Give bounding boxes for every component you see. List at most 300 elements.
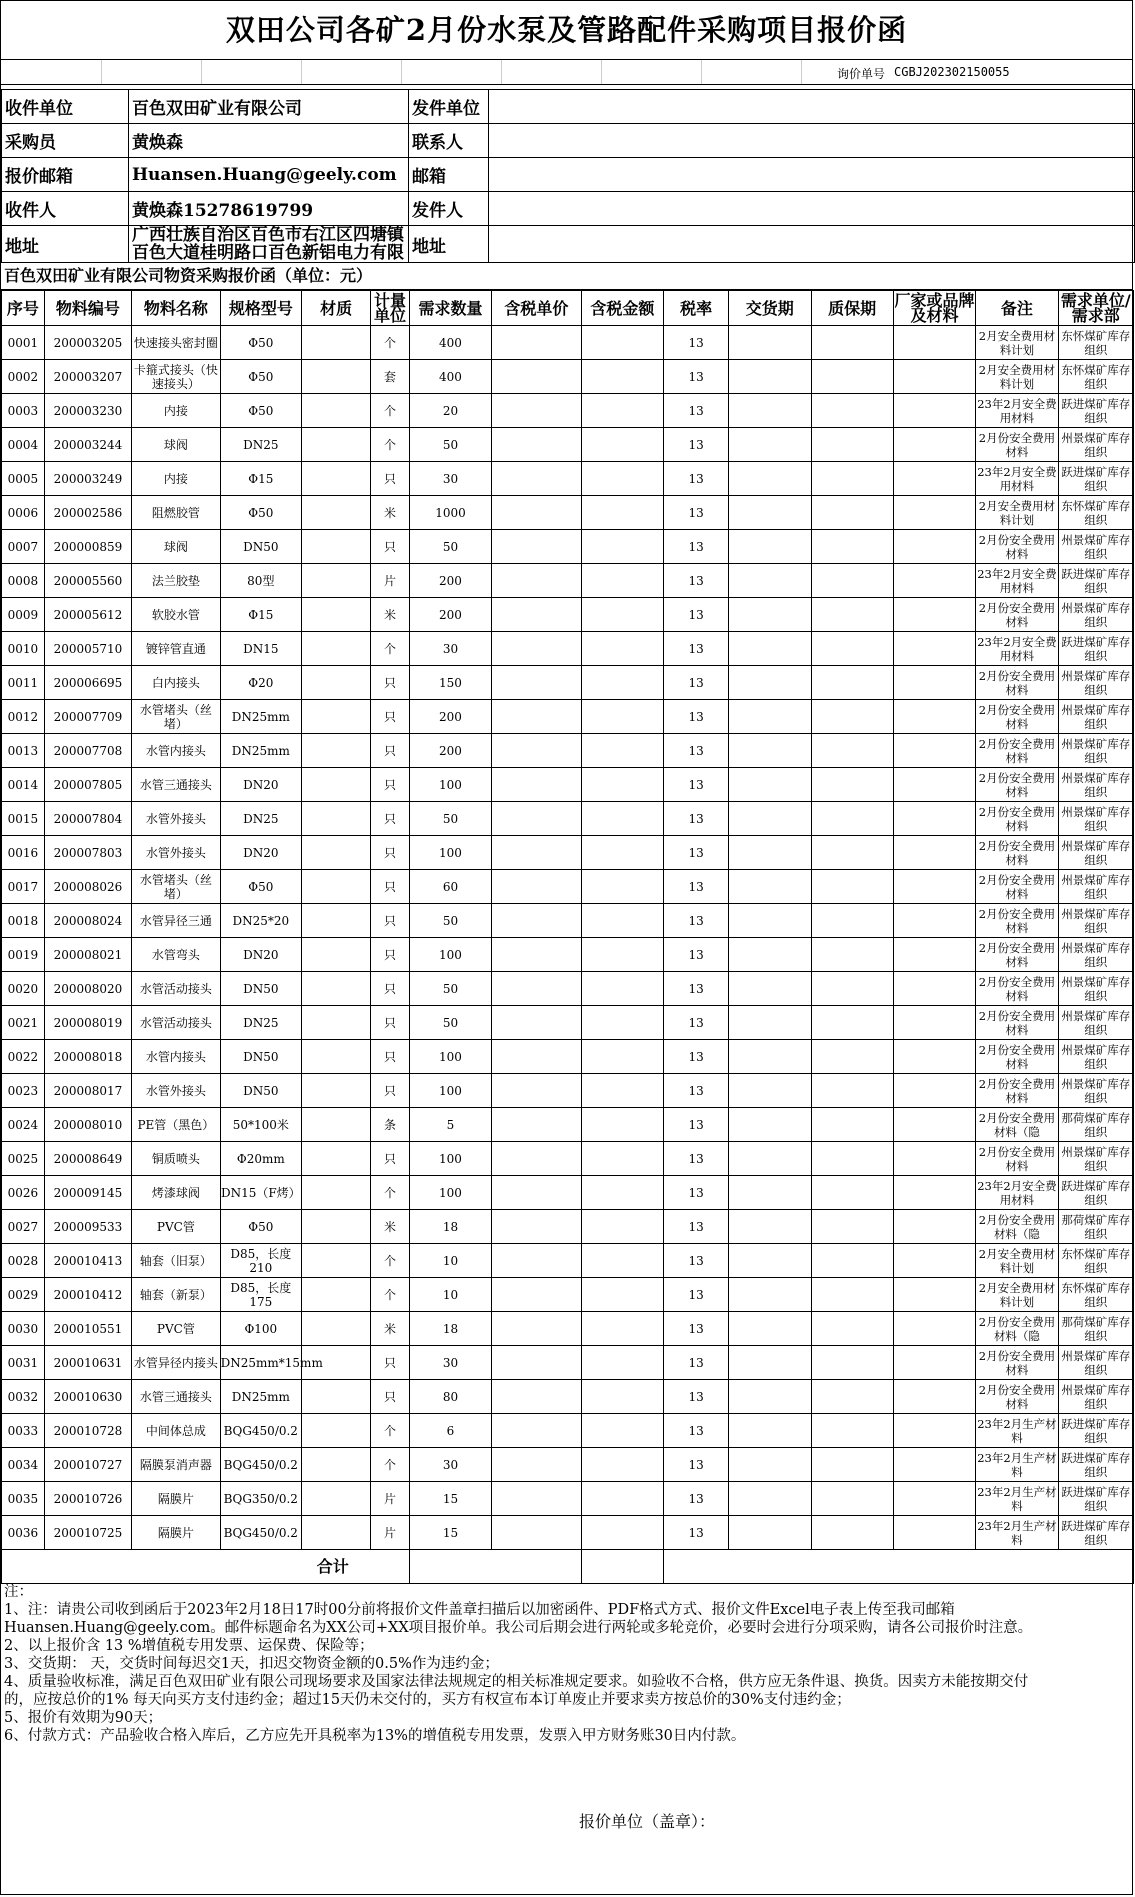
table-cell[interactable]: [492, 360, 582, 394]
table-row: [2, 1278, 1134, 1312]
table-cell[interactable]: [729, 1414, 811, 1448]
table-cell[interactable]: [729, 632, 811, 666]
table-cell: 轴套（旧泵）: [132, 1244, 220, 1278]
table-cell[interactable]: [893, 938, 975, 972]
table-cell: 只: [371, 734, 410, 768]
table-cell: 州景煤矿库存组织: [1058, 802, 1133, 836]
table-cell[interactable]: [581, 836, 663, 870]
info-row: [2, 124, 1135, 158]
table-cell: 200010631: [44, 1346, 131, 1380]
table-cell[interactable]: [729, 1278, 811, 1312]
table-cell[interactable]: [492, 1312, 582, 1346]
info-label: 邮箱: [409, 158, 489, 192]
table-cell: [302, 326, 371, 360]
table-cell: 100: [409, 768, 491, 802]
table-cell[interactable]: [492, 1142, 582, 1176]
table-cell[interactable]: [811, 700, 893, 734]
table-cell: DN50: [220, 1074, 301, 1108]
table-cell[interactable]: [729, 1142, 811, 1176]
table-cell[interactable]: [811, 1516, 893, 1550]
table-cell: [302, 1176, 371, 1210]
table-cell[interactable]: [811, 972, 893, 1006]
table-cell[interactable]: [893, 1516, 975, 1550]
table-cell[interactable]: [729, 768, 811, 802]
table-cell[interactable]: [581, 1278, 663, 1312]
table-cell[interactable]: [811, 1006, 893, 1040]
table-cell: 0024: [2, 1108, 45, 1142]
info-label: 发件人: [409, 192, 489, 226]
table-cell: 13: [664, 428, 729, 462]
table-cell: [302, 462, 371, 496]
table-cell[interactable]: [811, 496, 893, 530]
table-cell[interactable]: [811, 904, 893, 938]
table-cell[interactable]: [729, 598, 811, 632]
table-cell: 2月份安全费用材料: [976, 1142, 1058, 1176]
table-cell[interactable]: [811, 1482, 893, 1516]
table-cell[interactable]: [893, 1074, 975, 1108]
table-cell[interactable]: [893, 1176, 975, 1210]
table-cell[interactable]: [729, 1210, 811, 1244]
table-cell[interactable]: [492, 1448, 582, 1482]
table-cell: [302, 1006, 371, 1040]
table-cell[interactable]: [893, 632, 975, 666]
table-cell[interactable]: [729, 496, 811, 530]
table-cell[interactable]: [811, 1244, 893, 1278]
table-cell[interactable]: [811, 1448, 893, 1482]
table-cell[interactable]: [811, 734, 893, 768]
table-cell[interactable]: [811, 1414, 893, 1448]
table-cell: 球阀: [132, 428, 220, 462]
table-cell[interactable]: [492, 1074, 582, 1108]
table-cell[interactable]: [893, 1482, 975, 1516]
column-header: 物料名称: [132, 291, 220, 326]
table-cell[interactable]: [811, 870, 893, 904]
table-cell[interactable]: [581, 496, 663, 530]
table-cell[interactable]: [729, 972, 811, 1006]
table-cell: [302, 1278, 371, 1312]
table-cell[interactable]: [811, 1142, 893, 1176]
table-cell[interactable]: [893, 734, 975, 768]
table-cell[interactable]: [811, 1380, 893, 1414]
table-cell[interactable]: [893, 700, 975, 734]
info-value[interactable]: 黄焕森: [129, 124, 409, 158]
table-cell[interactable]: [581, 1142, 663, 1176]
table-cell[interactable]: [581, 1346, 663, 1380]
table-cell[interactable]: [729, 1448, 811, 1482]
table-cell: 200007803: [44, 836, 131, 870]
note-line: 5、报价有效期为90天；: [4, 1710, 163, 1726]
table-cell[interactable]: [729, 1380, 811, 1414]
table-cell: 15: [409, 1516, 491, 1550]
table-cell[interactable]: [729, 1244, 811, 1278]
column-header: 含税金额: [581, 291, 663, 326]
table-cell: 东怀煤矿库存组织: [1058, 360, 1133, 394]
table-cell: [302, 496, 371, 530]
table-cell[interactable]: [729, 1108, 811, 1142]
table-cell[interactable]: [893, 1380, 975, 1414]
table-cell[interactable]: [492, 904, 582, 938]
table-cell: DN50: [220, 1040, 301, 1074]
table-cell: 200010630: [44, 1380, 131, 1414]
table-cell[interactable]: [811, 462, 893, 496]
note-line: 的，应按总价的1% 每天向买方支付违约金；超过15天仍未交付的，买方有权宣布本订单废止并要求卖方按总价的30%支付违约金；: [4, 1692, 851, 1708]
info-value[interactable]: [489, 90, 1135, 124]
table-cell[interactable]: [893, 1414, 975, 1448]
table-cell[interactable]: [492, 564, 582, 598]
table-row: [2, 462, 1134, 496]
table-cell[interactable]: [581, 1380, 663, 1414]
table-cell: 州景煤矿库存组织: [1058, 428, 1133, 462]
table-cell[interactable]: [811, 326, 893, 360]
table-cell[interactable]: [729, 564, 811, 598]
table-cell[interactable]: [492, 1346, 582, 1380]
table-cell: 0027: [2, 1210, 45, 1244]
table-cell[interactable]: [811, 836, 893, 870]
table-cell[interactable]: [581, 1482, 663, 1516]
table-cell: 15: [409, 1482, 491, 1516]
table-cell[interactable]: [893, 768, 975, 802]
table-cell[interactable]: [729, 700, 811, 734]
table-cell: [302, 632, 371, 666]
table-cell[interactable]: [581, 802, 663, 836]
table-cell: 0022: [2, 1040, 45, 1074]
table-cell[interactable]: [492, 1278, 582, 1312]
info-value[interactable]: Huansen.Huang@geely.com: [129, 158, 409, 192]
table-cell: 2月份安全费用材料: [976, 1040, 1058, 1074]
table-cell: 0001: [2, 326, 45, 360]
table-cell[interactable]: [581, 1210, 663, 1244]
table-cell[interactable]: [492, 496, 582, 530]
table-cell[interactable]: [729, 1346, 811, 1380]
table-cell[interactable]: [729, 530, 811, 564]
info-value[interactable]: [489, 226, 1135, 263]
table-cell: 阻燃胶管: [132, 496, 220, 530]
table-cell[interactable]: [492, 768, 582, 802]
table-cell: 100: [409, 938, 491, 972]
table-cell[interactable]: [729, 1006, 811, 1040]
table-cell[interactable]: [581, 598, 663, 632]
table-cell[interactable]: [893, 1040, 975, 1074]
table-cell[interactable]: [893, 1108, 975, 1142]
table-cell[interactable]: [581, 870, 663, 904]
table-cell[interactable]: [893, 904, 975, 938]
table-cell: 23年2月安全费用材料: [976, 632, 1058, 666]
info-value[interactable]: [489, 192, 1135, 226]
table-cell[interactable]: [729, 360, 811, 394]
table-cell[interactable]: [581, 1176, 663, 1210]
table-cell: 13: [664, 972, 729, 1006]
table-cell[interactable]: [581, 1006, 663, 1040]
table-row: [2, 1482, 1134, 1516]
table-cell[interactable]: [729, 836, 811, 870]
info-value[interactable]: 广西壮族自治区百色市右江区四塘镇百色大道桂明路口百色新铝电力有限: [129, 226, 409, 263]
table-cell: [302, 598, 371, 632]
table-cell: Φ15: [220, 462, 301, 496]
table-cell: BQG450/0.2: [220, 1448, 301, 1482]
table-cell[interactable]: [893, 530, 975, 564]
table-cell[interactable]: [492, 462, 582, 496]
table-cell[interactable]: [581, 768, 663, 802]
table-cell: 水管外接头: [132, 802, 220, 836]
table-cell[interactable]: [581, 1448, 663, 1482]
table-cell: 2月份安全费用材料: [976, 530, 1058, 564]
table-cell: 只: [371, 530, 410, 564]
note-line: 注：: [4, 1584, 33, 1600]
table-cell[interactable]: [729, 1040, 811, 1074]
table-cell[interactable]: [492, 1176, 582, 1210]
table-cell[interactable]: [492, 972, 582, 1006]
table-cell: 13: [664, 632, 729, 666]
table-cell[interactable]: [893, 802, 975, 836]
table-cell[interactable]: [492, 666, 582, 700]
table-cell[interactable]: [893, 1312, 975, 1346]
info-value[interactable]: [489, 158, 1135, 192]
note-line: 2、以上报价含 13 %增值税专用发票、运保费、保险等；: [4, 1638, 374, 1654]
table-cell[interactable]: [581, 632, 663, 666]
table-cell[interactable]: [729, 394, 811, 428]
table-cell: [302, 904, 371, 938]
table-cell: 13: [664, 394, 729, 428]
table-cell: 80: [409, 1380, 491, 1414]
table-cell: 13: [664, 1176, 729, 1210]
table-cell[interactable]: [581, 1108, 663, 1142]
table-cell[interactable]: [581, 972, 663, 1006]
table-cell: 30: [409, 1448, 491, 1482]
table-cell: 那荷煤矿库存组织: [1058, 1312, 1133, 1346]
table-cell[interactable]: [811, 394, 893, 428]
table-cell[interactable]: [729, 462, 811, 496]
table-cell[interactable]: [581, 360, 663, 394]
table-cell[interactable]: [581, 394, 663, 428]
table-cell: 13: [664, 1210, 729, 1244]
table-cell[interactable]: [492, 802, 582, 836]
table-cell: 2月安全费用材料计划: [976, 326, 1058, 360]
table-cell[interactable]: [811, 598, 893, 632]
table-cell: 2月份安全费用材料: [976, 1074, 1058, 1108]
table-cell: 2月份安全费用材料: [976, 768, 1058, 802]
table-cell[interactable]: [581, 666, 663, 700]
table-cell[interactable]: [811, 1210, 893, 1244]
table-cell[interactable]: [492, 1414, 582, 1448]
table-cell[interactable]: [729, 1176, 811, 1210]
table-cell[interactable]: [729, 1312, 811, 1346]
table-cell[interactable]: [492, 870, 582, 904]
table-cell: 只: [371, 1040, 410, 1074]
table-cell: D85，长度210: [220, 1244, 301, 1278]
table-cell: 23年2月生产材料: [976, 1448, 1058, 1482]
table-cell[interactable]: [581, 938, 663, 972]
table-cell: [302, 666, 371, 700]
table-cell[interactable]: [729, 734, 811, 768]
table-cell[interactable]: [893, 496, 975, 530]
table-cell[interactable]: [811, 1346, 893, 1380]
table-cell: 10: [409, 1244, 491, 1278]
table-cell: 2月份安全费用材料（隐: [976, 1312, 1058, 1346]
table-cell: 铜质喷头: [132, 1142, 220, 1176]
table-cell[interactable]: [893, 360, 975, 394]
table-cell[interactable]: [811, 564, 893, 598]
table-cell[interactable]: [581, 564, 663, 598]
table-cell[interactable]: [581, 1516, 663, 1550]
inquiry-number-value[interactable]: CGBJ202302150055: [894, 65, 1010, 79]
table-cell[interactable]: [492, 1210, 582, 1244]
table-cell: 2月份安全费用材料: [976, 1006, 1058, 1040]
table-cell[interactable]: [492, 1380, 582, 1414]
table-cell: 水管异径三通: [132, 904, 220, 938]
table-cell: 0011: [2, 666, 45, 700]
table-cell[interactable]: [492, 1244, 582, 1278]
table-cell[interactable]: [581, 904, 663, 938]
table-cell[interactable]: [492, 1516, 582, 1550]
table-cell[interactable]: [729, 938, 811, 972]
table-cell: [302, 1210, 371, 1244]
table-cell[interactable]: [893, 1448, 975, 1482]
table-cell[interactable]: [492, 394, 582, 428]
table-cell[interactable]: [893, 1210, 975, 1244]
table-cell: 0014: [2, 768, 45, 802]
table-cell: 200010727: [44, 1448, 131, 1482]
table-cell[interactable]: [492, 530, 582, 564]
table-cell[interactable]: [811, 632, 893, 666]
table-cell[interactable]: [811, 530, 893, 564]
table-cell[interactable]: [811, 768, 893, 802]
table-cell[interactable]: [893, 1244, 975, 1278]
table-cell[interactable]: [893, 1278, 975, 1312]
table-cell: [302, 1040, 371, 1074]
table-cell[interactable]: [811, 802, 893, 836]
table-cell: 13: [664, 326, 729, 360]
table-cell[interactable]: [811, 1108, 893, 1142]
table-cell: 200010728: [44, 1414, 131, 1448]
table-cell[interactable]: [729, 326, 811, 360]
table-cell[interactable]: [581, 530, 663, 564]
column-header: 计量单位: [371, 291, 410, 326]
table-cell: 30: [409, 632, 491, 666]
table-cell: 0017: [2, 870, 45, 904]
table-cell[interactable]: [811, 360, 893, 394]
note-line: 1、注：请贵公司收到函后于2023年2月18日17时00分前将报价文件盖章扫描后以加密函件、PDF格式方式、报价文件Excel电子表上传至我司邮箱: [4, 1602, 955, 1618]
table-cell: 水管活动接头: [132, 1006, 220, 1040]
table-cell[interactable]: [729, 904, 811, 938]
table-cell[interactable]: [729, 1516, 811, 1550]
table-cell[interactable]: [492, 700, 582, 734]
info-value[interactable]: [489, 124, 1135, 158]
table-cell[interactable]: [893, 1142, 975, 1176]
table-cell[interactable]: [893, 666, 975, 700]
table-cell[interactable]: [729, 870, 811, 904]
table-row: [2, 530, 1134, 564]
table-cell[interactable]: [492, 836, 582, 870]
table-cell: BQG450/0.2: [220, 1516, 301, 1550]
table-cell: DN20: [220, 768, 301, 802]
table-cell[interactable]: [581, 1312, 663, 1346]
info-value[interactable]: 百色双田矿业有限公司: [129, 90, 409, 124]
table-cell[interactable]: [729, 1074, 811, 1108]
table-cell[interactable]: [811, 1040, 893, 1074]
table-cell[interactable]: [811, 1278, 893, 1312]
table-cell[interactable]: [492, 1482, 582, 1516]
table-cell: 跃进煤矿库存组织: [1058, 564, 1133, 598]
table-cell[interactable]: [492, 1040, 582, 1074]
table-cell[interactable]: [492, 326, 582, 360]
table-cell[interactable]: [811, 666, 893, 700]
table-cell: DN15（F烤）: [220, 1176, 301, 1210]
table-cell[interactable]: [893, 462, 975, 496]
table-cell: 只: [371, 768, 410, 802]
table-cell[interactable]: [729, 802, 811, 836]
table-cell: 50: [409, 904, 491, 938]
table-cell: 只: [371, 700, 410, 734]
table-row: [2, 1312, 1134, 1346]
table-cell: [302, 1380, 371, 1414]
table-cell[interactable]: [581, 1414, 663, 1448]
table-cell[interactable]: [581, 462, 663, 496]
table-cell[interactable]: [492, 632, 582, 666]
table-cell[interactable]: [893, 394, 975, 428]
table-cell[interactable]: [729, 428, 811, 462]
table-cell[interactable]: [729, 1482, 811, 1516]
info-value[interactable]: 黄焕森15278619799: [129, 192, 409, 226]
table-cell[interactable]: [893, 564, 975, 598]
table-cell[interactable]: [893, 598, 975, 632]
table-cell[interactable]: [581, 326, 663, 360]
table-row: [2, 326, 1134, 360]
table-cell[interactable]: [492, 1108, 582, 1142]
table-cell: 10: [409, 1278, 491, 1312]
table-cell: 水管三通接头: [132, 768, 220, 802]
table-cell[interactable]: [581, 700, 663, 734]
total-blank: [409, 1550, 581, 1584]
table-cell[interactable]: [811, 428, 893, 462]
table-cell[interactable]: [581, 1040, 663, 1074]
table-cell: 2月份安全费用材料: [976, 904, 1058, 938]
table-cell[interactable]: [893, 836, 975, 870]
table-cell: 80型: [220, 564, 301, 598]
table-cell: 2月安全费用材料计划: [976, 1244, 1058, 1278]
table-cell[interactable]: [811, 1074, 893, 1108]
table-cell[interactable]: [581, 1074, 663, 1108]
table-cell: 13: [664, 1346, 729, 1380]
table-cell[interactable]: [581, 1244, 663, 1278]
table-cell[interactable]: [893, 1346, 975, 1380]
table-cell[interactable]: [811, 938, 893, 972]
table-cell[interactable]: [893, 326, 975, 360]
table-cell[interactable]: [893, 1006, 975, 1040]
table-cell[interactable]: [492, 734, 582, 768]
table-cell[interactable]: [492, 938, 582, 972]
table-cell: [302, 700, 371, 734]
table-cell: 13: [664, 1244, 729, 1278]
table-cell[interactable]: [581, 734, 663, 768]
table-cell: 200008021: [44, 938, 131, 972]
column-header: 需求数量: [409, 291, 491, 326]
table-cell[interactable]: [492, 428, 582, 462]
table-cell: 50: [409, 1006, 491, 1040]
table-cell: 片: [371, 1516, 410, 1550]
table-cell[interactable]: [893, 870, 975, 904]
table-cell[interactable]: [893, 972, 975, 1006]
table-cell[interactable]: [581, 428, 663, 462]
table-cell[interactable]: [811, 1176, 893, 1210]
table-cell[interactable]: [492, 598, 582, 632]
table-cell[interactable]: [811, 1312, 893, 1346]
total-amount-cell[interactable]: [581, 1550, 663, 1584]
table-cell[interactable]: [492, 1006, 582, 1040]
table-cell: 200007805: [44, 768, 131, 802]
table-cell[interactable]: [729, 666, 811, 700]
table-cell: 13: [664, 1108, 729, 1142]
table-cell[interactable]: [893, 428, 975, 462]
